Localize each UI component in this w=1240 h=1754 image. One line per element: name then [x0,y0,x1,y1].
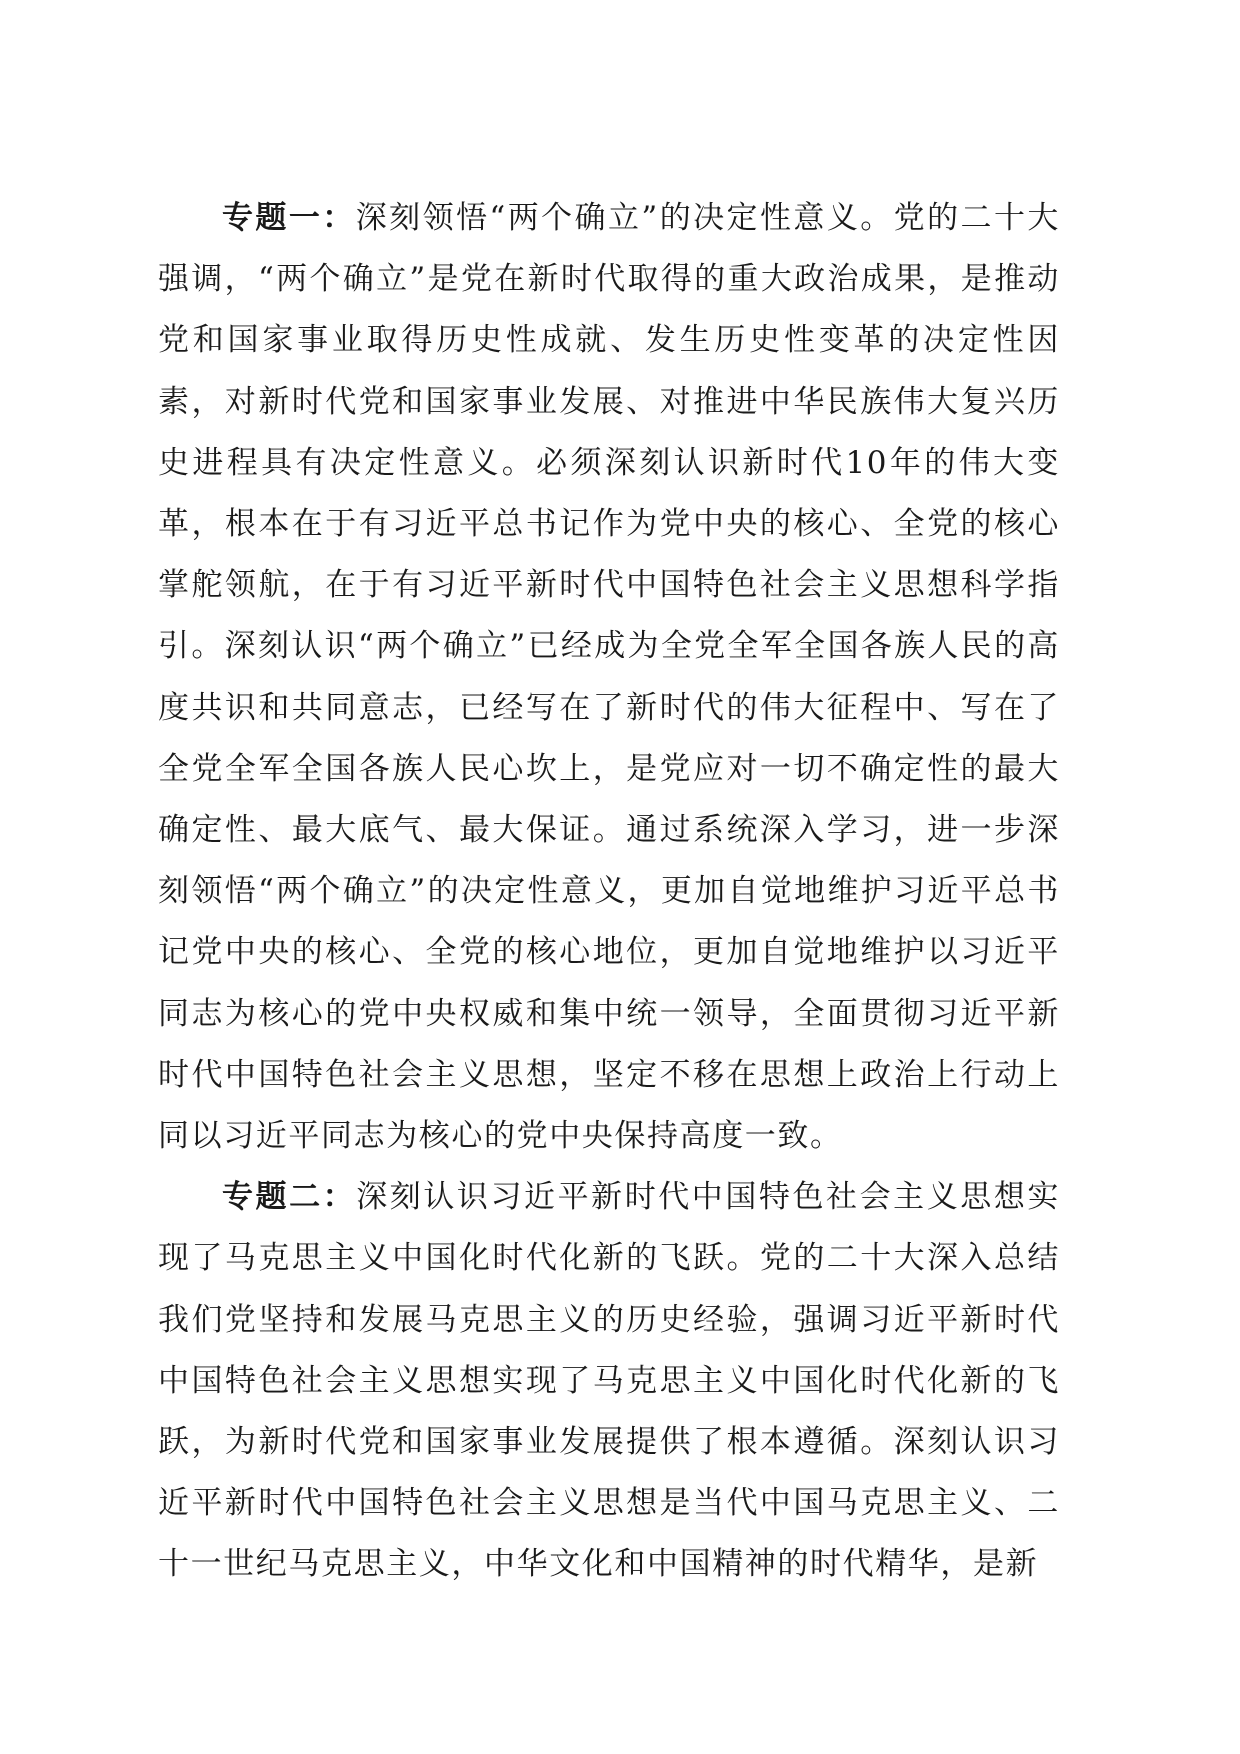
document-body [158,188,1060,1596]
section-1-paragraph [158,188,1060,1167]
section-2-text: 深刻认识习近平新时代中国特色社会主义思想实现了马克思主义中国化时代化新的飞跃。党的二十大深入总结我们党坚持和发展马克思主义的历史经验，强调习近平新时代中国特色社会主义思想实现了马克思主义中国化时代化新的飞跃，为新时代党和国家事业发展提供了根本遵循。深刻认识习近平新时代中国特色社会主义思想是当代中国马克思主义、二十一世纪马克思主义，中华文化和中国精神的时代精华，是新 [158,1179,1060,1583]
section-2-heading: 专题二： [222,1179,357,1216]
section-1-heading: 专题一： [222,200,356,236]
section-2-paragraph [158,1167,1060,1595]
section-1-text: 深刻领悟“两个确立”的决定性意义。党的二十大强调，“两个确立”是党在新时代取得的重大政治成果，是推动党和国家事业取得历史性成就、发生历史性变革的决定性因素，对新时代党和国家事业发展、对推进中华民族伟大复兴历史进程具有决定性意义。必须深刻认识新时代10年的伟大变革，根本在于有习近平总书记作为党中央的核心、全党的核心掌舵领航，在于有习近平新时代中国特色社会主义思想科学指引。深刻认识“两个确立”已经成为全党全军全国各族人民的高度共识和共同意志，已经写在了新时代的伟大征程中、写在了全党全军全国各族人民心坎上，是党应对一切不确定性的最大确定性、最大底气、最大保证。通过系统深入学习，进一步深刻领悟“两个确立”的决定性意义，更加自觉地维护习近平总书记党中央的核心、全党的核心地位，更加自觉地维护以习近平同志为核心的党中央权威和集中统一领导，全面贯彻习近平新时代中国特色社会主义思想，坚定不移在思想上政治上行动上同以习近平同志为核心的党中央保持高度一致。 [158,200,1060,1155]
